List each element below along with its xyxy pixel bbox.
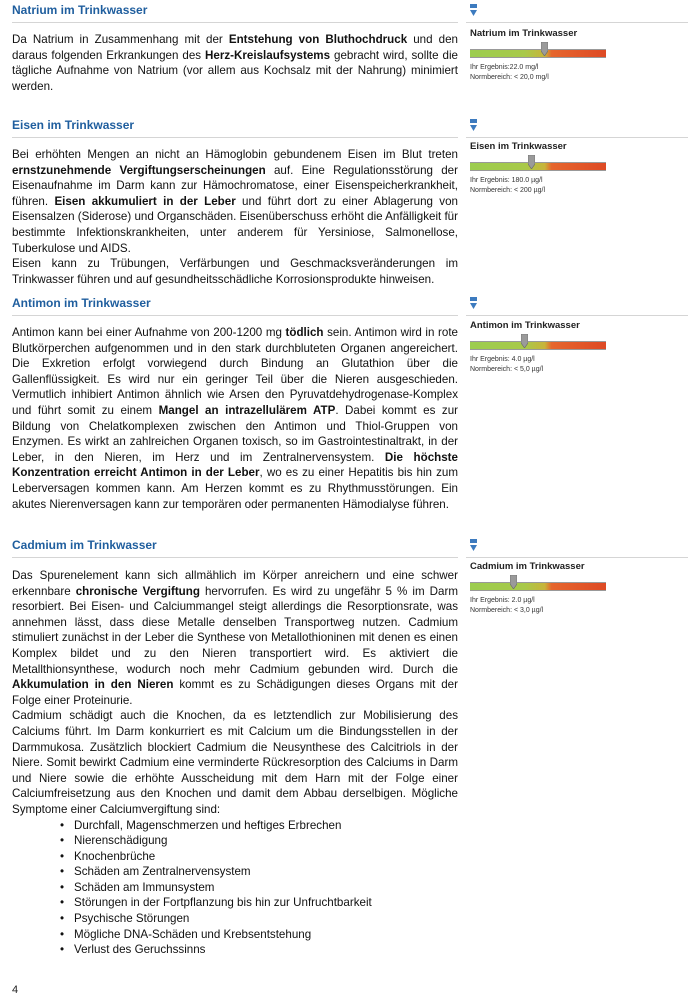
result-range: Normbereich: < 5,0 µg/l (470, 366, 544, 373)
emphasis-text: Entstehung von Bluthochdruck (228, 33, 408, 46)
symptom-item: • Störungen in der Fortpflanzung bis hin zur Unfruchtbarkeit (60, 895, 458, 911)
paragraph (12, 568, 458, 708)
result-panel (470, 561, 688, 616)
symptom-list (12, 818, 458, 958)
body-text: gebracht wird, sollte die tägliche Aufnahme von Natrium (vor allem aus Kochsalz mit der Nahrung) minimiert werden. (12, 48, 458, 93)
body-text: und führt dort zu einer Ablagerung von Eisensalzen (Siderose) und Organschäden. Eisenüberschuss erhöht die Anfälligkeit für bestimmte Infektionskrankheiten, unter anderem für Yersiniose, Salmonellose, Tuberkulose und AIDS. (12, 194, 458, 255)
emphasis-text: Die höchste Konzentration erreicht Antimon in der Leber (12, 450, 458, 480)
result-value: Ihr Ergebnis: 180.0 µg/l (470, 177, 543, 184)
sidebar-divider (466, 137, 688, 138)
body-text: Da Natrium in Zusammenhang mit der (12, 33, 229, 46)
result-panel (470, 320, 688, 375)
section-body (12, 32, 458, 94)
section-title: Antimon im Trinkwasser (12, 295, 458, 316)
body-text: Cadmium schädigt auch die Knochen, da es letztendlich zur Mobilisierung des Calciums führt. Im Darm konkurriert es mit Calcium um die Bindungsstellen in der Darmmukosa. Zusätzlich blockiert Cadmium die Neusynthese des Calcitriols in der Niere. Somit bewirkt Cadmium eine verminderte Rückresorption des Calciums in Darm und Niere sowie die erhöhte Ausscheidung mit dem Harn mit der Folge einer Calciumfreisetzung aus den Knochen und damit dem Abbau derselbigen. Mögliche Symptome einer Calciumvergiftung sind: (12, 709, 458, 816)
triangle-marker-icon (470, 4, 477, 16)
symptom-item: • Schäden am Zentralnervensystem (60, 864, 458, 880)
triangle-marker-icon (470, 297, 477, 309)
emphasis-text: Akkumulation in den Nieren (12, 678, 174, 692)
emphasis-text: ernstzunehmende Vergiftungserscheinungen (12, 163, 266, 177)
sidebar-divider (466, 22, 688, 23)
body-text: sein. Antimon wird in rote Blutkörperchen aufgenommen und in den stark durchbluteten Organen angereichert. Die Exkretion erfolgt vorwiegend durch Bindung an Glutathion über die Gallenflüssigkeit. Es wird nur ein geringer Teil über die Nieren ausgeschieden. Vermutlich inhibiert Antimon ähnlich wie Arsen den Pyruvatdehydrogenase-Komplex und führt somit zu einem (12, 326, 458, 417)
body-text: kommt es zu Schädigungen dieses Organs mit der Folge einer Proteinurie. (12, 678, 458, 707)
section-title: Natrium im Trinkwasser (12, 2, 458, 23)
result-title: Cadmium im Trinkwasser (470, 561, 585, 572)
gauge-needle-icon (541, 42, 548, 56)
paragraph (12, 256, 458, 287)
body-text: Antimon kann bei einer Aufnahme von 200-1200 mg (12, 326, 286, 339)
body-text: hervorrufen. Es wird zu ungefähr 5 % im Darm resorbiert. Bei Eisen- und Calciummangel steigt allerdings die Resorptionsrate, was annehmen lässt, dass diese Metalle denselben Transportweg nutzen. Cadmium stimuliert zunächst in der Leber die Synthese von Metallothioninen mit denen es einen Komplex bildet und zu den Nieren transportiert wird. Es aktiviert die Metallthionsynthese, wodurch noch mehr Cadmium gebunden wird. Durch die (12, 584, 458, 676)
body-text: . Dabei kommt es zur Bildung von Chelatkomplexen zwischen den Antimon und Thiol-Gruppen von Enzymen. Es wirkt an zahlreichen Organen toxisch, so im Gastrointestinaltrakt, in der Leber, in den Nieren, im Herz und im Zentralnervensystem. (12, 403, 459, 464)
gauge-fill (470, 163, 606, 170)
sidebar-divider (466, 315, 688, 316)
section-body (12, 147, 458, 287)
symptom-item: • Schäden am Immunsystem (60, 880, 458, 896)
result-title: Antimon im Trinkwasser (470, 320, 580, 331)
sidebar-divider (466, 557, 688, 558)
section-body (12, 325, 458, 512)
symptom-item: • Verlust des Geruchssinns (60, 942, 458, 958)
body-text: Das Spurenelement kann sich allmählich im Körper anreichern und eine schwer erkennbare (12, 569, 458, 598)
body-text: auf. Eine Regulationsstörung der Eisenaufnahme im Darm kann zur Hämochromatose, einer Eisenspeicherkrankheit, führen. (12, 163, 458, 208)
result-value: Ihr Ergebnis: 2.0 µg/l (470, 597, 535, 604)
result-value: Ihr Ergebnis: 4.0 µg/l (470, 356, 535, 363)
result-gauge (470, 49, 606, 58)
paragraph (12, 32, 458, 94)
paragraph (12, 147, 458, 256)
gauge-fill (470, 583, 606, 590)
paragraph (12, 325, 458, 512)
gauge-fill (470, 50, 606, 57)
gauge-needle-icon (510, 575, 517, 589)
symptom-item: • Knochenbrüche (60, 849, 458, 865)
emphasis-text: chronische Vergiftung (75, 584, 200, 598)
result-title: Eisen im Trinkwasser (470, 141, 567, 152)
result-value: Ihr Ergebnis:22.0 mg/l (470, 64, 539, 71)
emphasis-text: Mangel an intrazellulärem ATP (158, 403, 336, 417)
result-panel (470, 141, 688, 196)
body-text: , wo es zu einer Hepatitis bis hin zum Leberversagen kommen kann. Am Herzen kommt es zu Rhythmusstörungen. Ein akutes Nierenversagen kann zur temporären oder permanenten Hämodialyse führen. (12, 466, 459, 511)
triangle-marker-icon (470, 119, 477, 131)
result-panel (470, 28, 688, 83)
page-number: 4 (12, 984, 19, 996)
gauge-needle-icon (521, 334, 528, 348)
symptom-item: • Durchfall, Magenschmerzen und heftiges Erbrechen (60, 818, 458, 834)
section-title: Cadmium im Trinkwasser (12, 537, 458, 558)
section-title: Eisen im Trinkwasser (12, 117, 458, 138)
section-body (12, 568, 458, 958)
emphasis-text: Herz-Kreislaufsystems (205, 48, 331, 62)
symptom-item: • Psychische Störungen (60, 911, 458, 927)
result-gauge (470, 582, 606, 591)
result-gauge (470, 162, 606, 171)
result-title: Natrium im Trinkwasser (470, 28, 578, 39)
gauge-fill (470, 342, 606, 349)
body-text: Bei erhöhten Mengen an nicht an Hämoglobin gebundenem Eisen im Blut treten (12, 148, 458, 161)
symptom-item: • Mögliche DNA-Schäden und Krebsentstehung (60, 927, 458, 943)
result-range: Normbereich: < 3,0 µg/l (470, 607, 544, 614)
emphasis-text: Eisen akkumuliert in der Leber (54, 194, 236, 208)
result-range: Normbereich: < 20,0 mg/l (470, 74, 549, 81)
triangle-marker-icon (470, 539, 477, 551)
gauge-needle-icon (528, 155, 535, 169)
paragraph (12, 708, 458, 817)
section-paragraphs (12, 568, 458, 818)
symptom-item: • Nierenschädigung (60, 833, 458, 849)
emphasis-text: tödlich (285, 326, 324, 339)
body-text: Eisen kann zu Trübungen, Verfärbungen und Geschmacksveränderungen im Trinkwasser führen und auf gesundheitsschädliche Korrosionsprodukte hinweisen. (12, 257, 458, 286)
body-text: und den daraus folgenden Erkrankungen des (12, 33, 458, 62)
result-range: Normbereich: < 200 µg/l (470, 187, 546, 194)
result-gauge (470, 341, 606, 350)
